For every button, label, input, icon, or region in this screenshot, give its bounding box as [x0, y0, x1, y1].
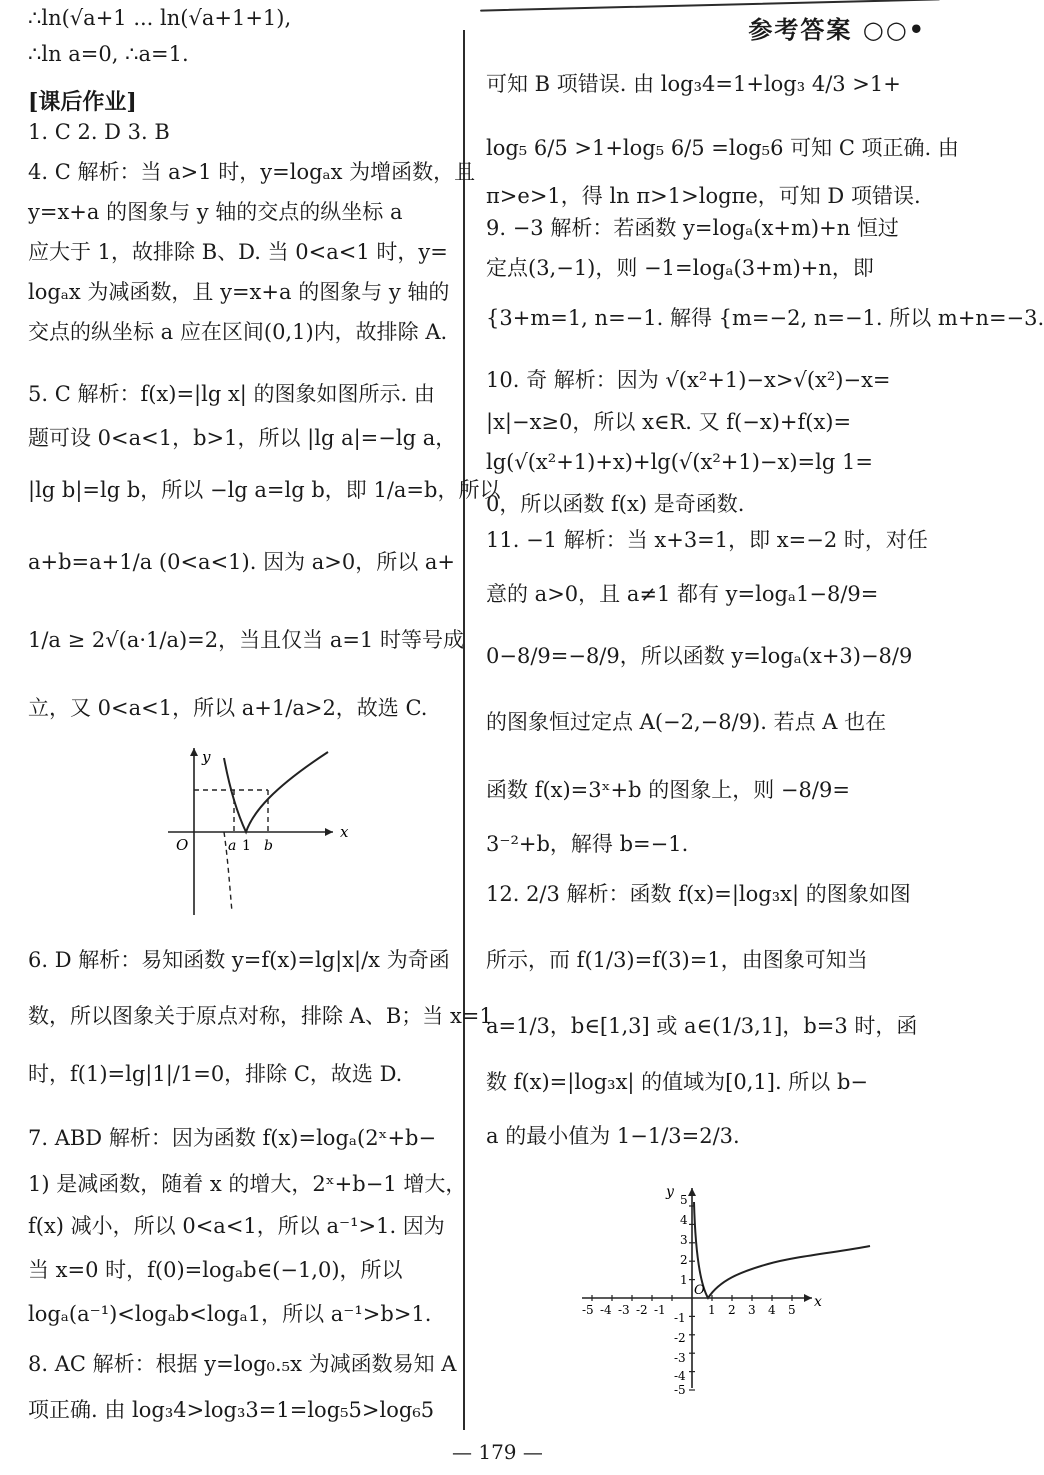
text-line: 6. D 解析：易知函数 y=f(x)=lg|x|/x 为奇函: [28, 948, 450, 972]
x-tick-label: -1: [654, 1303, 666, 1317]
text-line: 当 x=0 时，f(0)=logₐb∈(−1,0)，所以: [28, 1258, 403, 1282]
text-line: f(x) 减小，所以 0<a<1，所以 a⁻¹>1. 因为: [28, 1214, 445, 1238]
x-tick-label: 1: [708, 1303, 716, 1317]
text-line: 交点的纵坐标 a 应在区间(0,1)内，故排除 A.: [28, 320, 448, 344]
text-line: ∴ln a=0, ∴a=1.: [28, 42, 189, 66]
text-line: π>e>1，得 ln π>1>logπe，可知 D 项错误.: [486, 184, 921, 208]
text-line: 0−8/9=−8/9，所以函数 y=logₐ(x+3)−8/9: [486, 644, 913, 668]
text-line: 1) 是减函数，随着 x 的增大，2ˣ+b−1 增大，: [28, 1172, 467, 1196]
text-line: 项正确. 由 log₃4>log₃3=1=log₅5>log₆5: [28, 1398, 435, 1422]
text-line: 题可设 0<a<1，b>1，所以 |lg a|=−lg a，: [28, 426, 457, 450]
x-axis-arrow: [325, 828, 333, 836]
x-tick-label: 5: [788, 1303, 796, 1317]
text-line: lg(√(x²+1)+x)+lg(√(x²+1)−x)=lg 1=: [486, 450, 873, 474]
text-line: 7. ABD 解析：因为函数 f(x)=logₐ(2ˣ+b−: [28, 1126, 437, 1150]
text-line: 可知 B 项错误. 由 log₃4=1+log₃ 4/3 >1+: [486, 72, 901, 96]
text-line: 所示，而 f(1/3)=f(3)=1，由图象可知当: [486, 948, 868, 972]
text-line: |x|−x≥0，所以 x∈R. 又 f(−x)+f(x)=: [486, 410, 852, 434]
text-line: logₐ(a⁻¹)<logₐb<logₐ1，所以 a⁻¹>b>1.: [28, 1302, 432, 1326]
text-line: 立，又 0<a<1，所以 a+1/a>2，故选 C.: [28, 696, 428, 720]
text-line: 的图象恒过定点 A(−2,−8/9). 若点 A 也在: [486, 710, 887, 734]
figure-log3-abs: [580, 1180, 880, 1400]
text-line: y=x+a 的图象与 y 轴的交点的纵坐标 a: [28, 200, 403, 224]
text-line: 1/a ≥ 2√(a·1/a)=2，当且仅当 a=1 时等号成: [28, 628, 464, 652]
text-line: log₅ 6/5 >1+log₅ 6/5 =log₅6 可知 C 项正确. 由: [486, 136, 959, 160]
x-tick-label: -5: [582, 1303, 594, 1317]
section-heading: [课后作业]: [28, 89, 137, 115]
text-line: a 的最小值为 1−1/3=2/3.: [486, 1124, 740, 1148]
x-tick-label: 3: [748, 1303, 756, 1317]
y-tick-label: -4: [674, 1369, 686, 1383]
text-line: 8. AC 解析：根据 y=log₀.₅x 为减函数易知 A: [28, 1352, 457, 1376]
text-line: 9. −3 解析：若函数 y=logₐ(x+m)+n 恒过: [486, 216, 899, 240]
abs-log3-curve: [694, 1202, 870, 1298]
page-header-title: 参考答案 ○○•: [748, 15, 926, 44]
x-tick-label: -4: [600, 1303, 612, 1317]
y-tick-label: 1: [680, 1273, 688, 1287]
text-line: 12. 2/3 解析：函数 f(x)=|log₃x| 的图象如图: [486, 882, 911, 906]
x-tick-label: 4: [768, 1303, 776, 1317]
text-line: 4. C 解析：当 a>1 时，y=logₐx 为增函数，且: [28, 160, 476, 184]
y-tick-label: -2: [674, 1331, 686, 1345]
text-line: a+b=a+1/a (0<a<1). 因为 a>0，所以 a+: [28, 550, 456, 574]
text-line: 函数 f(x)=3ˣ+b 的图象上，则 −8/9=: [486, 778, 850, 802]
y-tick-label: 4: [680, 1213, 688, 1227]
text-line: 0，所以函数 f(x) 是奇函数.: [486, 492, 745, 516]
text-line: 定点(3,−1)，则 −1=logₐ(3+m)+n，即: [486, 256, 874, 280]
text-line: ∴ln(√a+1 ... ln(√a+1+1),: [28, 6, 292, 30]
text-line: 5. C 解析：f(x)=|lg x| 的图象如图所示. 由: [28, 382, 435, 406]
page-number: — 179 —: [452, 1440, 543, 1464]
y-tick-label: -3: [674, 1351, 686, 1365]
text-line: 数 f(x)=|log₃x| 的值域为[0,1]. 所以 b−: [486, 1070, 869, 1094]
y-axis-arrow: [190, 748, 198, 756]
text-line: logₐx 为减函数，且 y=x+a 的图象与 y 轴的: [28, 280, 450, 304]
x-tick-label: 2: [728, 1303, 736, 1317]
text-line: 时，f(1)=lg|1|/1=0，排除 C，故选 D.: [28, 1062, 403, 1086]
y-tick-label: 3: [680, 1233, 688, 1247]
text-line: |lg b|=lg b，所以 −lg a=lg b，即 1/a=b，所以: [28, 478, 501, 502]
text-line: 1. C 2. D 3. B: [28, 120, 170, 144]
point-a-label: a: [228, 838, 237, 854]
text-line: {3+m=1, n=−1. 解得 {m=−2, n=−1. 所以 m+n=−3.: [486, 306, 1044, 330]
y-axis-label: y: [202, 748, 211, 766]
origin-label: O: [694, 1283, 705, 1298]
x-tick-label: -3: [618, 1303, 630, 1317]
point-one-label: 1: [242, 838, 251, 854]
x-axis-label: x: [340, 823, 349, 841]
abs-log-curve: [224, 752, 328, 832]
figure-lg-abs: [168, 740, 368, 920]
y-axis-label: y: [666, 1184, 674, 1200]
point-b-label: b: [264, 838, 273, 854]
text-line: 应大于 1，故排除 B、D. 当 0<a<1 时，y=: [28, 240, 448, 264]
y-tick-label: -1: [674, 1311, 686, 1325]
text-line: 数，所以图象关于原点对称，排除 A、B；当 x=1: [28, 1004, 493, 1028]
x-axis-label: x: [814, 1294, 822, 1310]
text-line: 11. −1 解析：当 x+3=1，即 x=−2 时，对任: [486, 528, 928, 552]
y-tick-label: 5: [680, 1193, 688, 1207]
text-line: 3⁻²+b，解得 b=−1.: [486, 832, 689, 856]
column-divider: [463, 30, 465, 1430]
x-axis-arrow: [804, 1294, 812, 1302]
text-line: 10. 奇 解析：因为 √(x²+1)−x>√(x²)−x=: [486, 368, 891, 392]
y-tick-label: -5: [674, 1383, 686, 1397]
text-line: a=1/3，b∈[1,3] 或 a∈(1/3,1]，b=3 时，函: [486, 1014, 918, 1038]
y-axis-arrow: [688, 1188, 696, 1196]
text-line: 意的 a>0，且 a≠1 都有 y=logₐ1−8/9=: [486, 582, 879, 606]
x-tick-label: -2: [636, 1303, 648, 1317]
y-tick-label: 2: [680, 1253, 688, 1267]
origin-label: O: [176, 836, 189, 854]
